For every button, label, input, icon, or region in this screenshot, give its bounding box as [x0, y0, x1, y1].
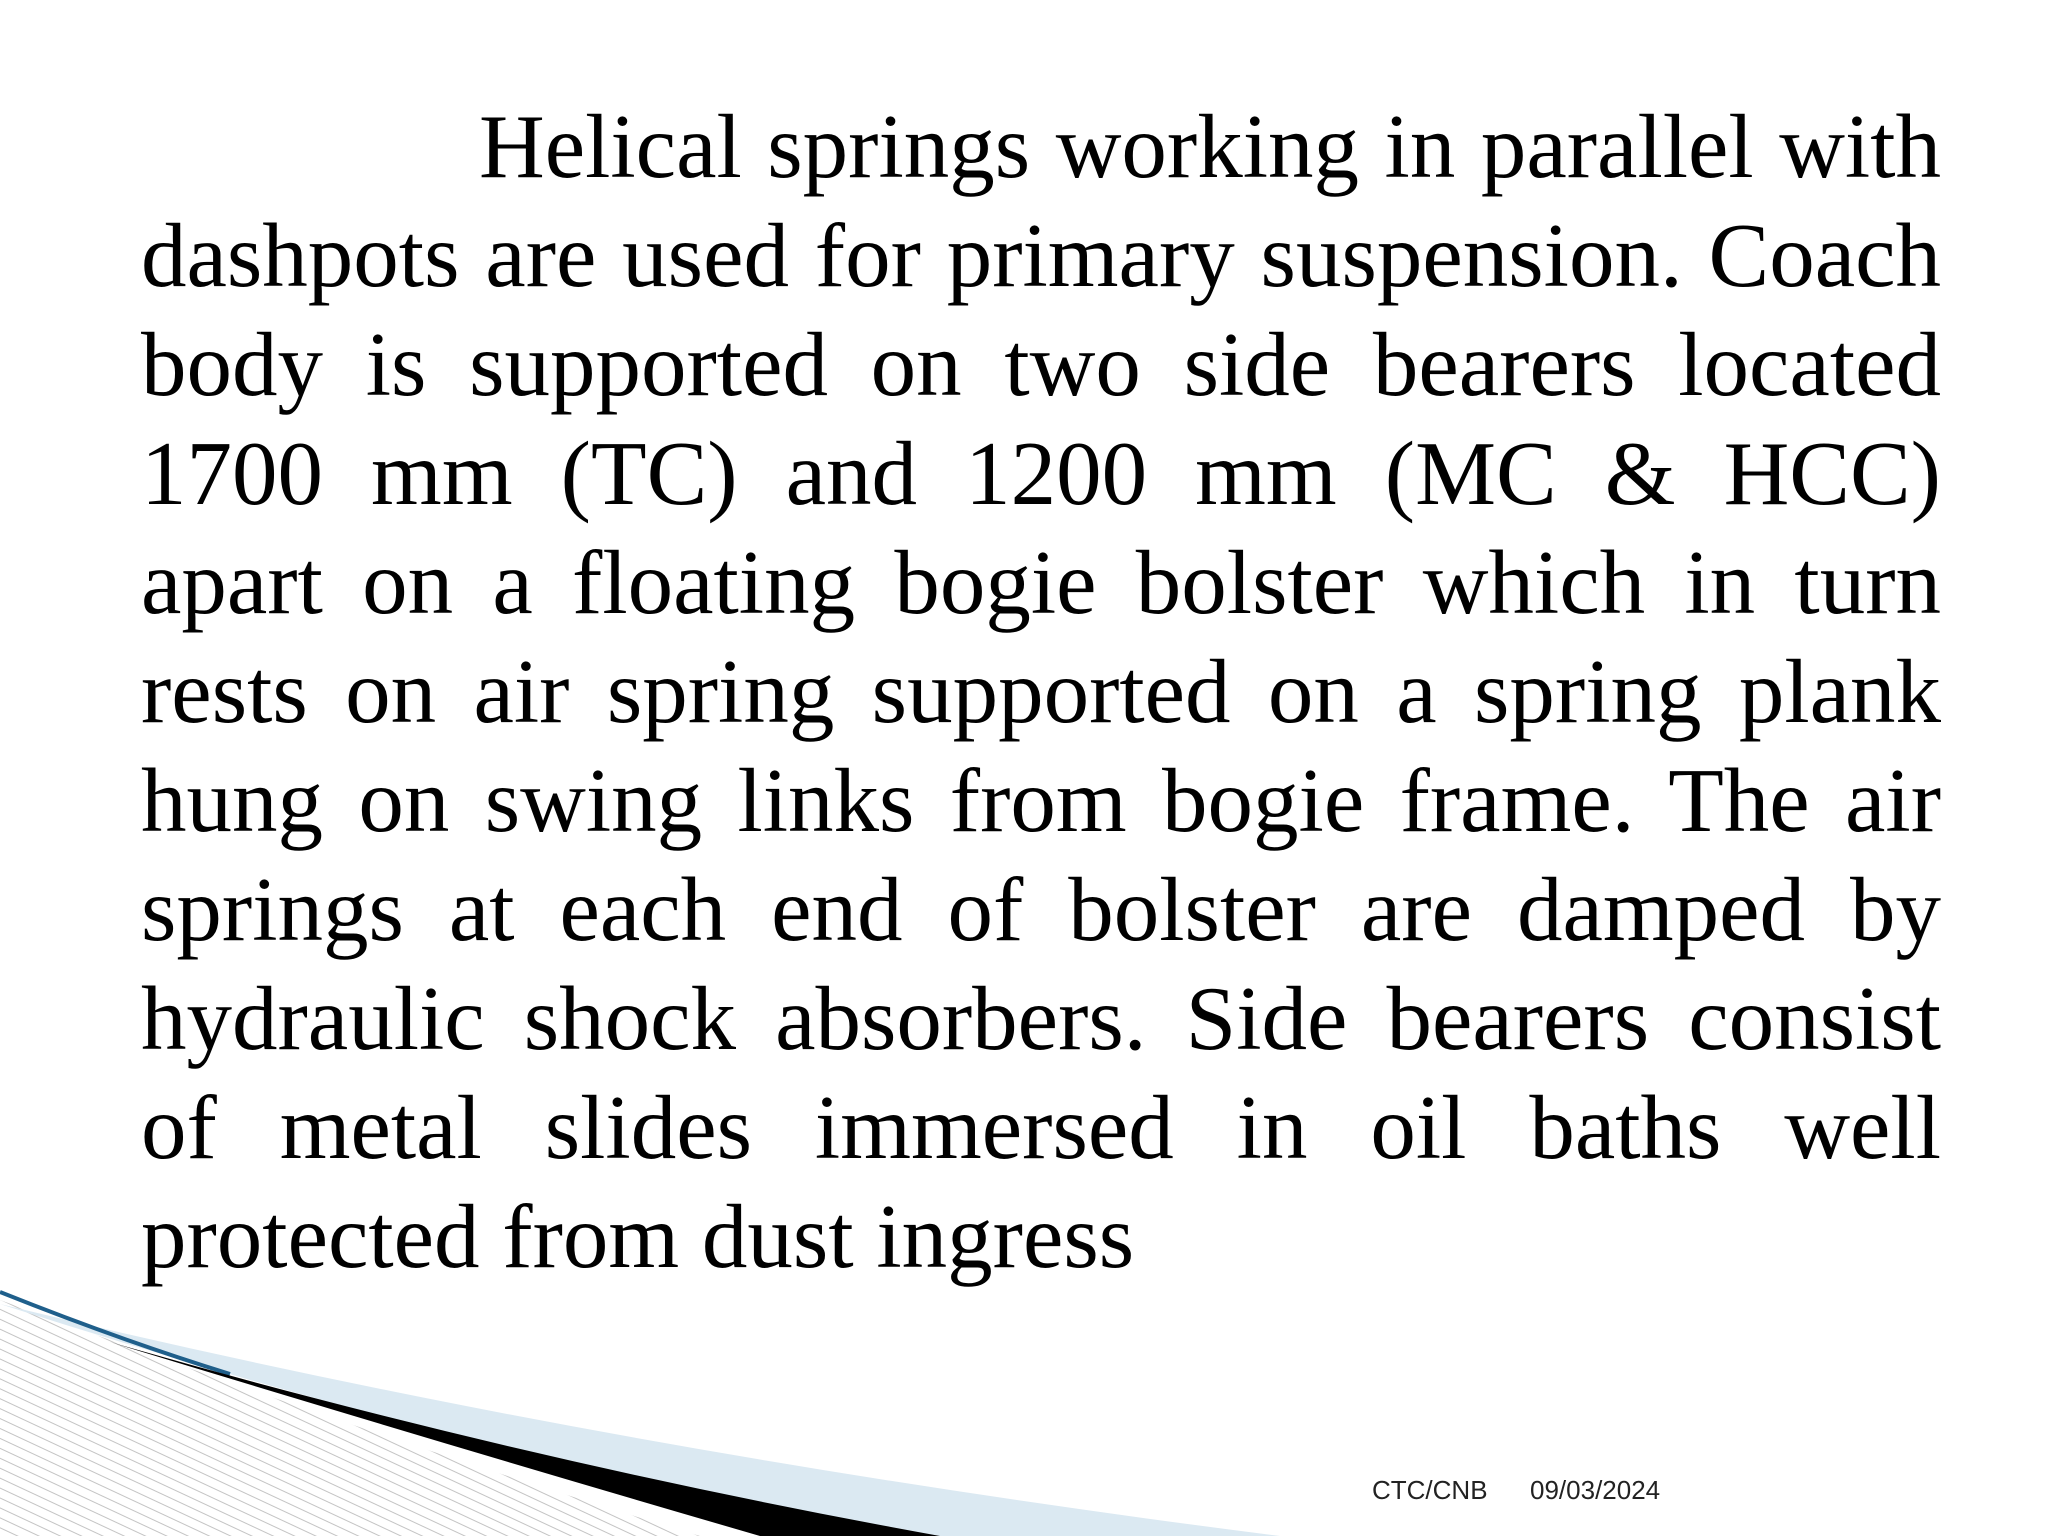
- footer-date: 09/03/2024: [1530, 1475, 1661, 1505]
- footer-organization: CTC/CNB: [1372, 1475, 1488, 1505]
- decorative-wave: [0, 1290, 2048, 1536]
- slide-body-text: Helical springs working in parallel with dashpots are used for primary suspension. Coach body is supported on two side bearers located 1700 mm (TC) and 1200 mm (MC & HCC) apart on a floating bogie bolster which in turn rests on air spring supported on a spring plank hung on swing links from bogie frame. The air springs at each end of bolster are damped by hydraulic shock absorbers. Side bearers consist of metal slides immersed in oil baths well protected from dust ingress: [141, 96, 1941, 1287]
